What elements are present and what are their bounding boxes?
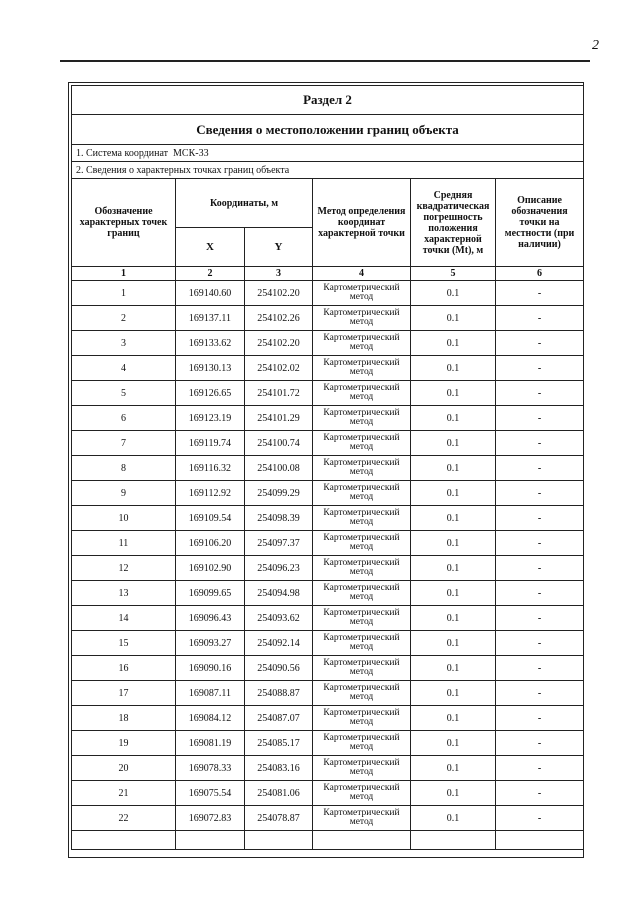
method: Картометрический метод xyxy=(313,731,411,756)
table-row xyxy=(72,706,584,731)
method: Картометрический метод xyxy=(313,306,411,331)
table-row xyxy=(72,356,584,381)
coord-x: 169106.20 xyxy=(176,531,245,556)
empty-cell xyxy=(411,831,496,850)
method: Картометрический метод xyxy=(313,481,411,506)
column-number: 3 xyxy=(245,267,313,281)
point-number: 6 xyxy=(72,406,176,431)
method: Картометрический метод xyxy=(313,331,411,356)
coord-y: 254093.62 xyxy=(245,606,313,631)
point-number: 7 xyxy=(72,431,176,456)
description: - xyxy=(496,331,584,356)
mt-error: 0.1 xyxy=(411,581,496,606)
method: Картометрический метод xyxy=(313,356,411,381)
coord-x: 169102.90 xyxy=(176,556,245,581)
coord-x: 169109.54 xyxy=(176,506,245,531)
mt-error: 0.1 xyxy=(411,281,496,306)
table-row xyxy=(72,331,584,356)
coord-y: 254102.20 xyxy=(245,281,313,306)
mt-error: 0.1 xyxy=(411,731,496,756)
point-number: 12 xyxy=(72,556,176,581)
header-error: Средняя квадратическая погрешность положения характерной точки (Mt), м xyxy=(411,179,496,267)
table-row xyxy=(72,481,584,506)
coordinates-table xyxy=(71,85,584,850)
description: - xyxy=(496,306,584,331)
empty-cell xyxy=(245,831,313,850)
method: Картометрический метод xyxy=(313,556,411,581)
column-number: 1 xyxy=(72,267,176,281)
header-x: X xyxy=(176,228,245,267)
coord-x: 169116.32 xyxy=(176,456,245,481)
table-title: Сведения о местоположении границ объекта xyxy=(72,115,584,145)
method: Картометрический метод xyxy=(313,606,411,631)
coord-x: 169126.65 xyxy=(176,381,245,406)
point-number: 13 xyxy=(72,581,176,606)
coord-y: 254099.29 xyxy=(245,481,313,506)
description: - xyxy=(496,581,584,606)
point-number: 3 xyxy=(72,331,176,356)
coord-x: 169112.92 xyxy=(176,481,245,506)
description: - xyxy=(496,806,584,831)
coord-y: 254088.87 xyxy=(245,681,313,706)
coord-x: 169096.43 xyxy=(176,606,245,631)
method: Картометрический метод xyxy=(313,706,411,731)
table-row xyxy=(72,406,584,431)
method: Картометрический метод xyxy=(313,681,411,706)
point-number: 4 xyxy=(72,356,176,381)
mt-error: 0.1 xyxy=(411,756,496,781)
method: Картометрический метод xyxy=(313,781,411,806)
description: - xyxy=(496,531,584,556)
mt-error: 0.1 xyxy=(411,681,496,706)
column-number: 6 xyxy=(496,267,584,281)
table-row xyxy=(72,606,584,631)
table-row xyxy=(72,806,584,831)
coord-x: 169072.83 xyxy=(176,806,245,831)
mt-error: 0.1 xyxy=(411,456,496,481)
coord-y: 254096.23 xyxy=(245,556,313,581)
coord-y: 254090.56 xyxy=(245,656,313,681)
description: - xyxy=(496,556,584,581)
table-row xyxy=(72,756,584,781)
coord-y: 254102.20 xyxy=(245,331,313,356)
mt-error: 0.1 xyxy=(411,481,496,506)
coord-y: 254098.39 xyxy=(245,506,313,531)
point-number: 19 xyxy=(72,731,176,756)
coord-y: 254085.17 xyxy=(245,731,313,756)
mt-error: 0.1 xyxy=(411,656,496,681)
coord-x: 169123.19 xyxy=(176,406,245,431)
method: Картометрический метод xyxy=(313,281,411,306)
table-row xyxy=(72,581,584,606)
mt-error: 0.1 xyxy=(411,381,496,406)
point-number: 11 xyxy=(72,531,176,556)
coord-y: 254078.87 xyxy=(245,806,313,831)
coord-y: 254083.16 xyxy=(245,756,313,781)
method: Картометрический метод xyxy=(313,406,411,431)
description: - xyxy=(496,406,584,431)
coord-y: 254102.02 xyxy=(245,356,313,381)
table-row xyxy=(72,781,584,806)
empty-cell xyxy=(313,831,411,850)
page-number: 2 xyxy=(592,38,599,53)
method: Картометрический метод xyxy=(313,506,411,531)
header-description: Описание обозначения точки на местности (при наличии) xyxy=(496,179,584,267)
method: Картометрический метод xyxy=(313,581,411,606)
point-number: 1 xyxy=(72,281,176,306)
coord-x: 169078.33 xyxy=(176,756,245,781)
mt-error: 0.1 xyxy=(411,306,496,331)
point-number: 21 xyxy=(72,781,176,806)
point-number: 16 xyxy=(72,656,176,681)
coord-system-value: МСК-33 xyxy=(173,147,209,159)
point-number: 20 xyxy=(72,756,176,781)
mt-error: 0.1 xyxy=(411,406,496,431)
coord-system-label: 1. Система координат xyxy=(76,147,169,159)
coord-x: 169087.11 xyxy=(176,681,245,706)
column-number: 4 xyxy=(313,267,411,281)
table-row xyxy=(72,531,584,556)
section-title: Раздел 2 xyxy=(72,86,584,115)
description: - xyxy=(496,281,584,306)
table-row xyxy=(72,281,584,306)
description: - xyxy=(496,681,584,706)
point-number: 2 xyxy=(72,306,176,331)
description: - xyxy=(496,506,584,531)
mt-error: 0.1 xyxy=(411,331,496,356)
coord-y: 254094.98 xyxy=(245,581,313,606)
point-number: 14 xyxy=(72,606,176,631)
description: - xyxy=(496,756,584,781)
point-number: 8 xyxy=(72,456,176,481)
coord-x: 169081.19 xyxy=(176,731,245,756)
coord-x: 169137.11 xyxy=(176,306,245,331)
empty-cell xyxy=(176,831,245,850)
description: - xyxy=(496,456,584,481)
description: - xyxy=(496,706,584,731)
method: Картометрический метод xyxy=(313,756,411,781)
mt-error: 0.1 xyxy=(411,781,496,806)
description: - xyxy=(496,781,584,806)
coord-x: 169133.62 xyxy=(176,331,245,356)
mt-error: 0.1 xyxy=(411,706,496,731)
description: - xyxy=(496,606,584,631)
coord-x: 169075.54 xyxy=(176,781,245,806)
method: Картометрический метод xyxy=(313,431,411,456)
point-number: 5 xyxy=(72,381,176,406)
method: Картометрический метод xyxy=(313,656,411,681)
table-row xyxy=(72,506,584,531)
table-row xyxy=(72,731,584,756)
header-coordinates: Координаты, м xyxy=(176,179,313,228)
method: Картометрический метод xyxy=(313,806,411,831)
description: - xyxy=(496,356,584,381)
mt-error: 0.1 xyxy=(411,806,496,831)
table-row xyxy=(72,456,584,481)
coord-x: 169099.65 xyxy=(176,581,245,606)
table-row xyxy=(72,556,584,581)
column-numbers-row xyxy=(72,267,584,281)
empty-cell xyxy=(496,831,584,850)
coord-y: 254101.72 xyxy=(245,381,313,406)
coord-y: 254087.07 xyxy=(245,706,313,731)
coord-x: 169130.13 xyxy=(176,356,245,381)
points-info-label: 2. Сведения о характерных точках границ объекта xyxy=(72,162,584,179)
table-row xyxy=(72,631,584,656)
method: Картометрический метод xyxy=(313,456,411,481)
table-row xyxy=(72,431,584,456)
coord-x: 169093.27 xyxy=(176,631,245,656)
coord-y: 254100.74 xyxy=(245,431,313,456)
mt-error: 0.1 xyxy=(411,531,496,556)
method: Картометрический метод xyxy=(313,631,411,656)
method: Картометрический метод xyxy=(313,381,411,406)
table-row xyxy=(72,681,584,706)
description: - xyxy=(496,731,584,756)
description: - xyxy=(496,431,584,456)
header-y: Y xyxy=(245,228,313,267)
empty-cell xyxy=(72,831,176,850)
mt-error: 0.1 xyxy=(411,606,496,631)
coord-y: 254097.37 xyxy=(245,531,313,556)
description: - xyxy=(496,656,584,681)
point-number: 10 xyxy=(72,506,176,531)
point-number: 22 xyxy=(72,806,176,831)
coord-y: 254101.29 xyxy=(245,406,313,431)
coord-x: 169090.16 xyxy=(176,656,245,681)
point-number: 18 xyxy=(72,706,176,731)
table-row xyxy=(72,381,584,406)
coord-x: 169140.60 xyxy=(176,281,245,306)
description: - xyxy=(496,481,584,506)
mt-error: 0.1 xyxy=(411,556,496,581)
method: Картометрический метод xyxy=(313,531,411,556)
table-row xyxy=(72,656,584,681)
column-number: 5 xyxy=(411,267,496,281)
coord-system-row xyxy=(72,145,584,162)
header-designation: Обозначение характерных точек границ xyxy=(72,179,176,267)
table-row xyxy=(72,306,584,331)
point-number: 9 xyxy=(72,481,176,506)
coord-y: 254102.26 xyxy=(245,306,313,331)
mt-error: 0.1 xyxy=(411,506,496,531)
coord-x: 169084.12 xyxy=(176,706,245,731)
coord-x: 169119.74 xyxy=(176,431,245,456)
description: - xyxy=(496,381,584,406)
point-number: 15 xyxy=(72,631,176,656)
column-number: 2 xyxy=(176,267,245,281)
mt-error: 0.1 xyxy=(411,631,496,656)
point-number: 17 xyxy=(72,681,176,706)
header-rule xyxy=(60,60,590,62)
coord-y: 254092.14 xyxy=(245,631,313,656)
description: - xyxy=(496,631,584,656)
mt-error: 0.1 xyxy=(411,356,496,381)
empty-row xyxy=(72,831,584,850)
coord-y: 254100.08 xyxy=(245,456,313,481)
mt-error: 0.1 xyxy=(411,431,496,456)
coord-y: 254081.06 xyxy=(245,781,313,806)
header-method: Метод определения координат характерной точки xyxy=(313,179,411,267)
